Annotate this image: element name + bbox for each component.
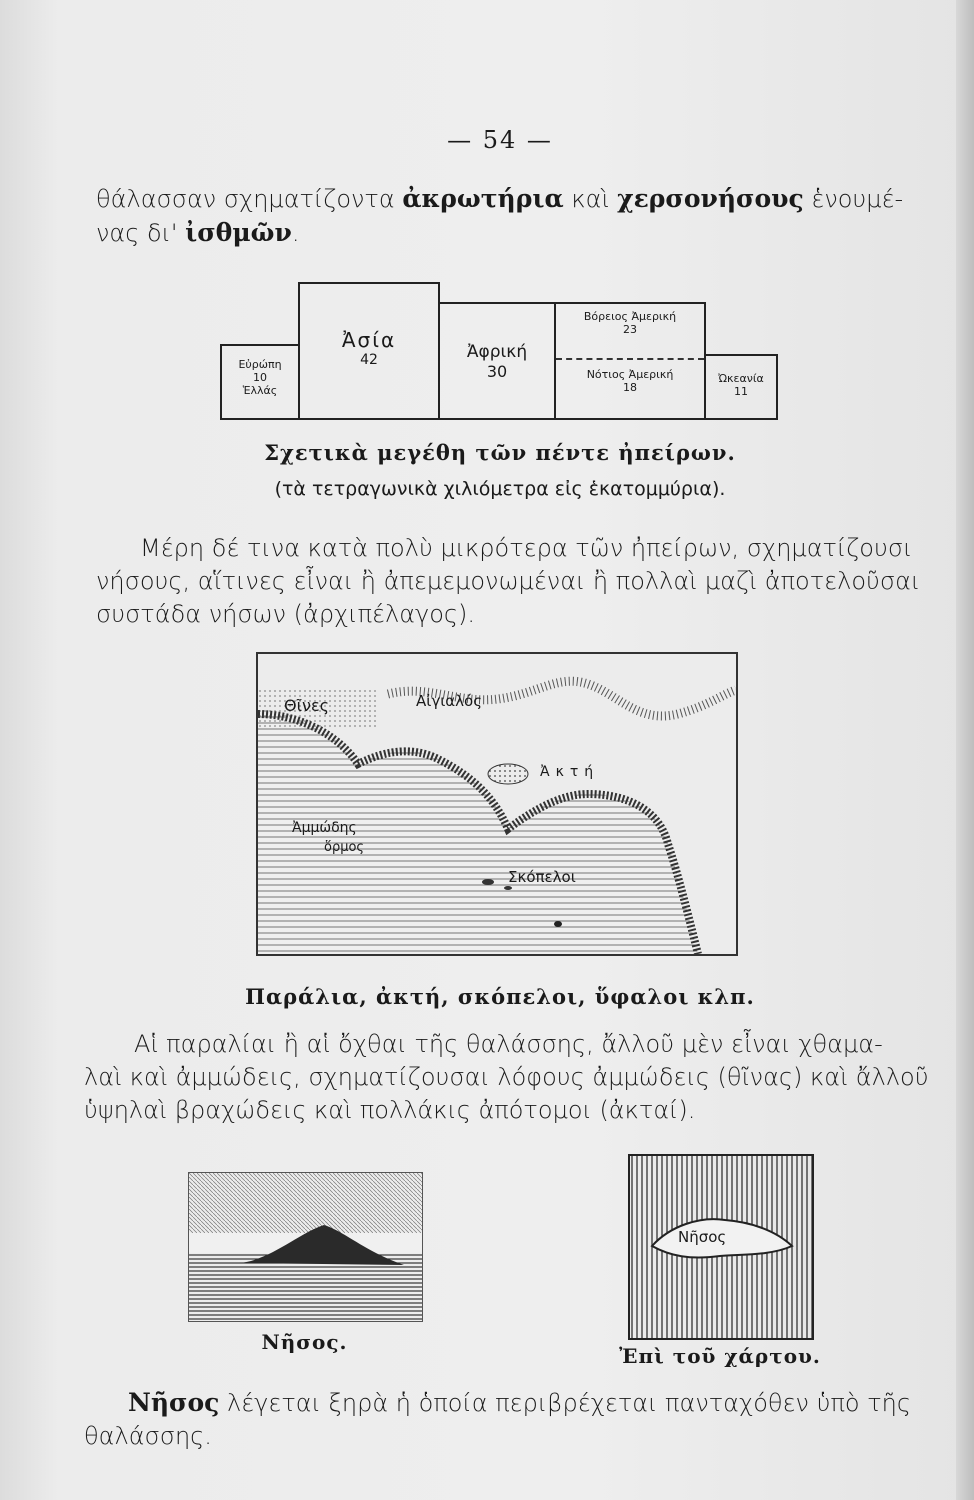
- island-map-drawing: [630, 1156, 812, 1338]
- oceania-value: 11: [734, 385, 748, 398]
- islet: [488, 764, 528, 784]
- map-label-skopeloi: Σκόπελοι: [508, 868, 576, 886]
- paragraph-2: [96, 532, 956, 631]
- map-label-akti: Ἀκτή: [540, 764, 600, 780]
- map-drawing: [258, 654, 736, 954]
- africa-value: 30: [486, 362, 508, 381]
- fig-right-caption: Ἐπὶ τοῦ χάρτου.: [619, 1344, 821, 1368]
- oceania-name: Ὠκεανία: [718, 372, 764, 385]
- p1-text-4: νας δι': [96, 219, 186, 247]
- map-caption: Παράλια, ἀκτή, σκόπελοι, ὕφαλοι κλπ.: [245, 984, 755, 1009]
- p1-text-5: .: [291, 219, 300, 247]
- p2-line-2: νήσους, αἵτινες εἶναι ἢ ἀπεμεμονωμέναι ἢ πολλαὶ μαζὶ ἀποτελοῦσαι: [96, 567, 921, 595]
- page-number: — 54 —: [447, 126, 553, 154]
- map-label-aigialos: Αἰγιαλός: [416, 692, 483, 710]
- sky: [189, 1173, 422, 1233]
- map-label-thines: Θῖνες: [284, 696, 329, 715]
- diagram-caption: Σχετικὰ μεγέθη τῶν πέντε ἠπείρων.: [264, 440, 736, 465]
- p4-line-2: θαλάσσης.: [84, 1422, 212, 1450]
- south-america-value: 18: [623, 381, 637, 394]
- box-asia: [298, 282, 440, 420]
- map-label-ormos: ὅρμος: [324, 840, 365, 855]
- box-oceania: [704, 354, 778, 420]
- paragraph-4: [84, 1386, 944, 1453]
- p3-line-3: ὑψηλαὶ βραχώδεις καὶ πολλάκις ἀπότομοι (ἀκταί).: [84, 1096, 696, 1124]
- south-america-name: Νότιος Ἀμερική: [586, 368, 674, 381]
- p3-line-2: λαὶ καὶ ἀμμώδεις, σχηματίζουσαι λόφους ἀμμώδεις (θῖνας) καὶ ἄλλοῦ: [84, 1063, 929, 1091]
- asia-value: 42: [360, 352, 378, 368]
- diagram-subcaption: (τὰ τετραγωνικὰ χιλιόμετρα εἰς ἑκατομμύρια).: [274, 478, 726, 500]
- p4-line-1: [84, 1386, 944, 1420]
- fig-left-caption: Νῆσος.: [261, 1330, 348, 1354]
- north-america-value: 23: [623, 323, 637, 336]
- rock-2: [504, 886, 512, 890]
- europe-value: 10: [253, 371, 267, 384]
- p1-text-1: θάλασσαν σχηματίζοντα: [96, 185, 403, 213]
- europe-name: Εὐρώπη: [238, 358, 282, 371]
- term-chersonisous: χερσονήσους: [617, 184, 804, 213]
- p1-text-3: ἑνουμέ-: [803, 185, 904, 213]
- rock-1: [482, 879, 494, 885]
- island-on-map: [628, 1154, 814, 1340]
- south-america-cell: [556, 360, 704, 394]
- fig-right-label: Νῆσος: [678, 1228, 727, 1246]
- p2-line-3: συστάδα νήσων (ἀρχιπέλαγος).: [96, 600, 475, 628]
- rock-3: [554, 921, 562, 927]
- coastal-map: [256, 652, 738, 956]
- north-america-cell: [556, 304, 704, 360]
- paragraph-3: [84, 1028, 944, 1127]
- box-americas: [554, 302, 706, 420]
- term-akrotiria: ἀκρωτήρια: [402, 184, 564, 213]
- p4-text-1: λέγεται ξηρὰ ἡ ὁποία περιβρέχεται πανταχόθεν ὑπὸ τῆς: [219, 1389, 911, 1417]
- continents-diagram: [220, 282, 780, 430]
- p3-line-1: Αἱ παραλίαι ἢ αἱ ὄχθαι τῆς θαλάσσης, ἄλλοῦ μὲν εἶναι χθαμα-: [134, 1030, 883, 1058]
- island-engraving-drawing: [189, 1173, 422, 1321]
- asia-name: Ἀσία: [341, 328, 397, 352]
- island-engraving: [188, 1172, 423, 1322]
- p1-text-2: καὶ: [563, 185, 618, 213]
- greece-name: Ἑλλάς: [242, 384, 278, 397]
- box-europe: [220, 344, 300, 420]
- map-label-ammodis: Ἀμμώδης: [292, 820, 357, 836]
- page-edge: [956, 0, 974, 1500]
- paragraph-1: [96, 182, 936, 250]
- p2-line-1: Μέρη δέ τινα κατὰ πολὺ μικρότερα τῶν ἠπείρων, σχηματίζουσι: [140, 534, 913, 562]
- north-america-name: Βόρειος Ἀμερική: [583, 310, 677, 323]
- term-nisos: Νῆσος: [128, 1388, 220, 1417]
- term-isthmon: ἰσθμῶν: [185, 218, 292, 247]
- box-africa: [438, 302, 556, 420]
- africa-name: Ἀφρική: [466, 342, 528, 362]
